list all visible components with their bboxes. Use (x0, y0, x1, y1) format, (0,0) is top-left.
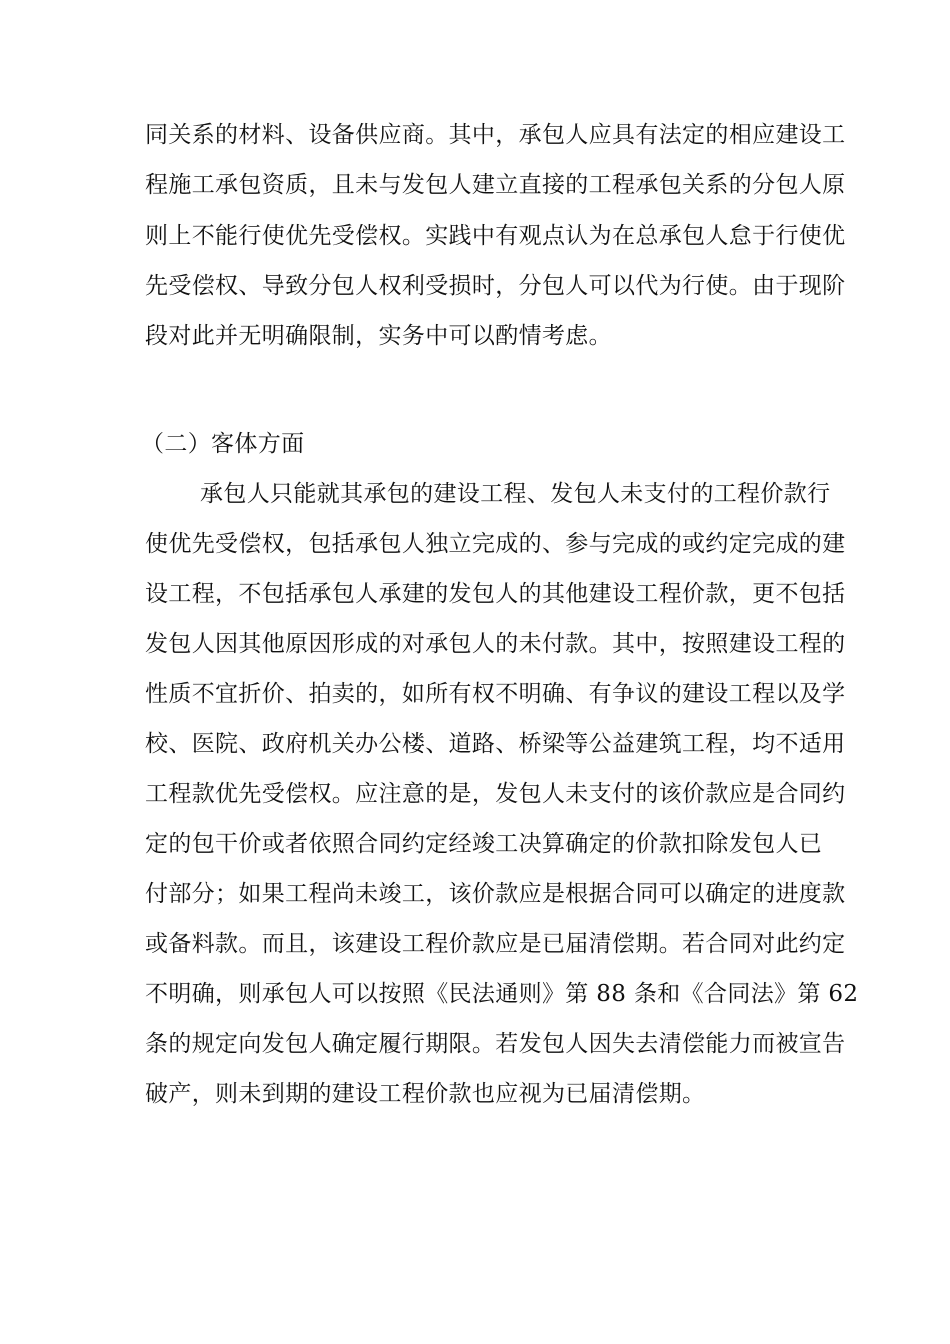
paragraph-2-line-2: 使优先受偿权，包括承包人独立完成的、参与完成的或约定完成的建 (145, 531, 846, 557)
paragraph-2-line-12: 条的规定向发包人确定履行期限。若发包人因失去清偿能力而被宣告 (145, 1031, 846, 1057)
paragraph-2-line-10: 或备料款。而且，该建设工程价款应是已届清偿期。若合同对此约定 (145, 931, 846, 957)
paragraph-2-line-6: 校、医院、政府机关办公楼、道路、桥梁等公益建筑工程，均不适用 (145, 731, 846, 757)
paragraph-1-line-1: 同关系的材料、设备供应商。其中，承包人应具有法定的相应建设工 (145, 122, 846, 148)
paragraph-2-line-1: 承包人只能就其承包的建设工程、发包人未支付的工程价款行 (200, 481, 831, 507)
paragraph-2-line-4: 发包人因其他原因形成的对承包人的未付款。其中，按照建设工程的 (145, 631, 846, 657)
paragraph-1-line-3: 则上不能行使优先受偿权。实践中有观点认为在总承包人怠于行使优 (145, 223, 846, 249)
paragraph-2-line-9: 付部分；如果工程尚未竣工，该价款应是根据合同可以确定的进度款 (145, 881, 846, 907)
paragraph-2-line-5: 性质不宜折价、拍卖的，如所有权不明确、有争议的建设工程以及学 (145, 681, 846, 707)
paragraph-2-line-11: 不明确，则承包人可以按照《民法通则》第 88 条和《合同法》第 62 (145, 981, 859, 1007)
paragraph-2-line-3: 设工程，不包括承包人承建的发包人的其他建设工程价款，更不包括 (145, 581, 846, 607)
paragraph-1-line-4: 先受偿权、导致分包人权利受损时，分包人可以代为行使。由于现阶 (145, 273, 846, 299)
paragraph-2-line-8: 定的包干价或者依照合同约定经竣工决算确定的价款扣除发包人已 (145, 831, 823, 857)
paragraph-2-line-7: 工程款优先受偿权。应注意的是，发包人未支付的该价款应是合同约 (145, 781, 846, 807)
paragraph-2-line-13: 破产，则未到期的建设工程价款也应视为已届清偿期。 (145, 1081, 706, 1107)
paragraph-1-line-5: 段对此并无明确限制，实务中可以酌情考虑。 (145, 323, 612, 349)
paragraph-1-line-2: 程施工承包资质，且未与发包人建立直接的工程承包关系的分包人原 (145, 172, 846, 198)
section-heading: （二）客体方面 (141, 431, 305, 457)
